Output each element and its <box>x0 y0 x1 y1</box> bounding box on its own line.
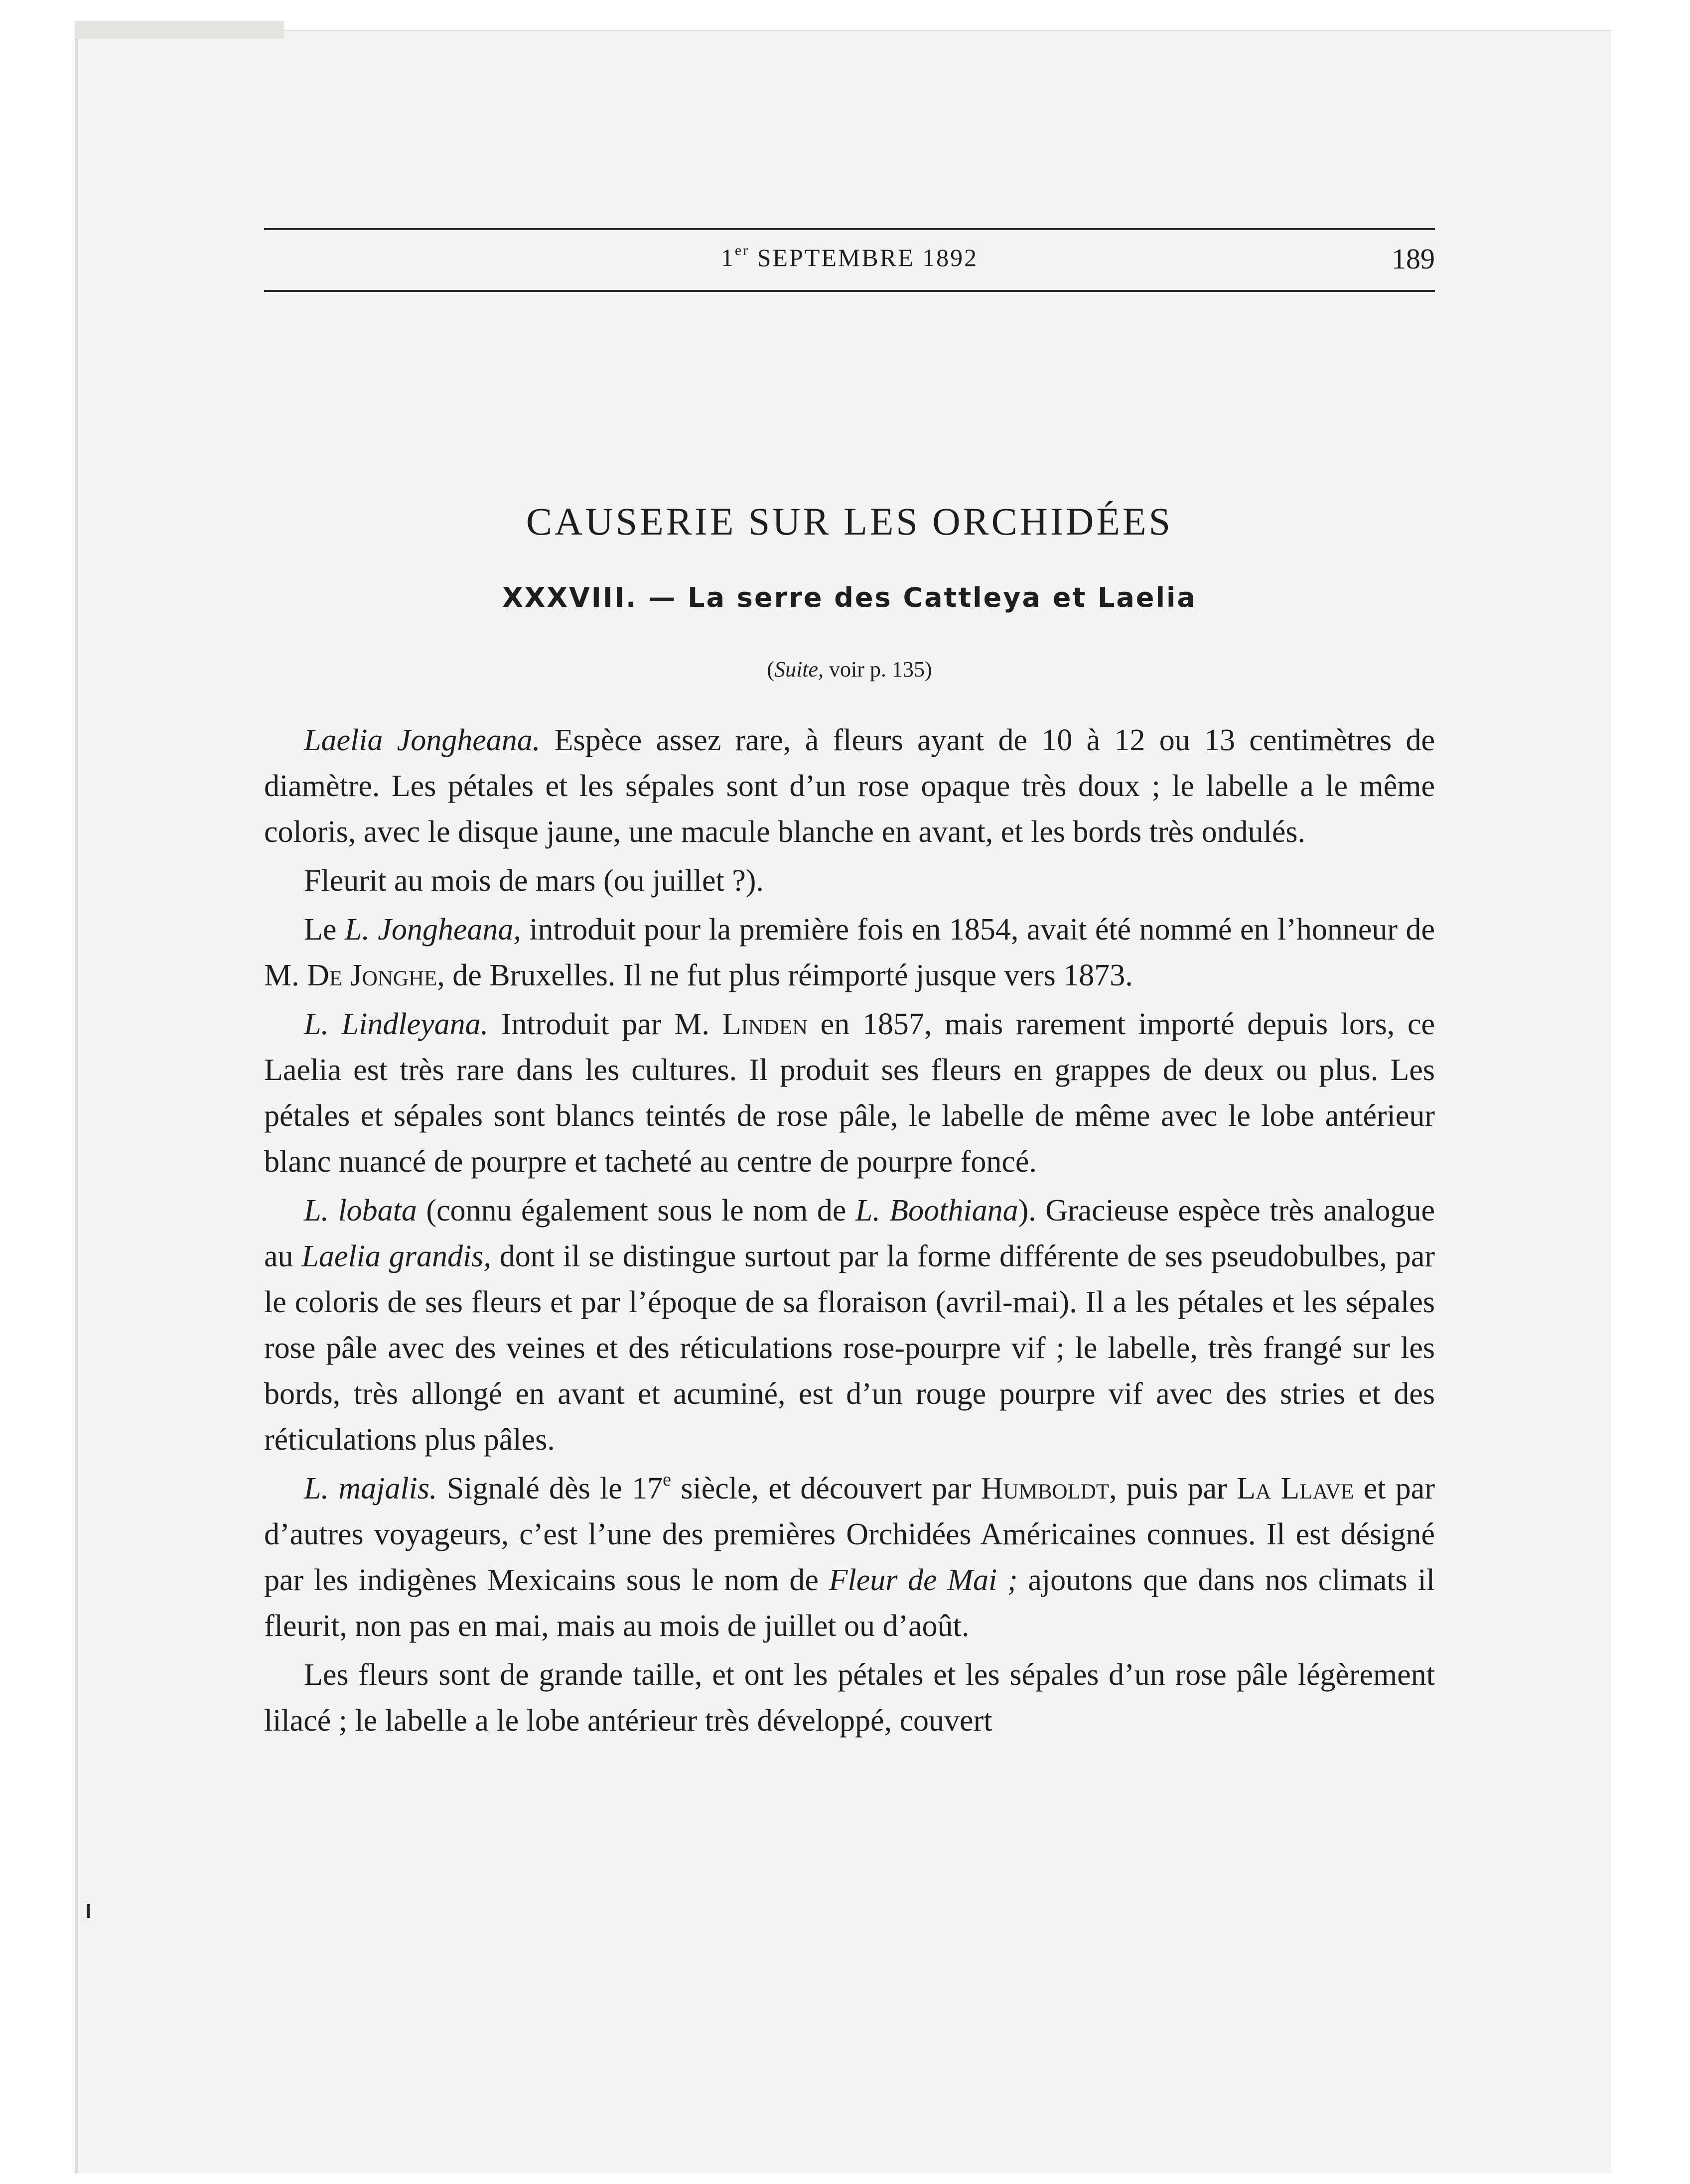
text-run: Linden <box>722 1007 808 1041</box>
page-edge <box>75 21 284 39</box>
body-paragraph <box>264 1188 1435 1463</box>
body-paragraph <box>264 858 1435 904</box>
text-run: dont il se distingue surtout par la forme différente de ses pseudobulbes, par le coloris de ses fleurs et par l’époque de sa floraison (avril-mai). Il a les pétales et les sépales rose pâle avec des veines et des réticulations rose-pourpre vif ; le labelle, très frangé sur les bords, très allongé en avant et acuminé, est d’un rouge pourpre vif avec des stries et des réticulations plus pâles. <box>264 1239 1435 1457</box>
article-body <box>264 717 1435 1747</box>
text-run: introduit pour la première fois en 1854, avait été nommé en l’honneur de M. <box>264 913 1435 992</box>
text-run: et par d’autres voyageurs, c’est l’une des premières Orchidées Américaines connues. Il est désigné par les indigènes Mexicains sous le nom de <box>264 1472 1435 1597</box>
text-run: L. lobata <box>304 1194 417 1228</box>
date-ordinal: er <box>734 242 750 259</box>
header-rule-bottom <box>264 290 1435 292</box>
text-run: La Llave <box>1237 1472 1354 1505</box>
text-run: Introduit par M. <box>488 1007 722 1041</box>
text-run: Signalé dès le 17 <box>437 1472 663 1505</box>
text-run: L. Lindleyana. <box>304 1007 489 1041</box>
running-head <box>264 242 1435 282</box>
text-run: , puis par <box>1109 1472 1237 1505</box>
body-paragraph <box>264 1001 1435 1185</box>
page-number: 189 <box>1392 243 1435 275</box>
continuation-rest: voir p. 135) <box>824 657 932 682</box>
article-title: CAUSERIE SUR LES ORCHIDÉES <box>526 500 1173 543</box>
text-run: Les fleurs sont de grande taille, et ont les pétales et les sépales d’un rose pâle légèrement lilacé ; le labelle a le lobe antérieur très développé, couvert <box>264 1658 1435 1738</box>
article-subtitle: XXXVIII. — La serre des Cattleya et Laelia <box>502 582 1197 613</box>
body-paragraph <box>264 1652 1435 1744</box>
text-run: De Jonghe <box>307 958 437 992</box>
text-run: Fleurit au mois de mars (ou juillet ?). <box>304 864 764 898</box>
continuation-italic: Suite, <box>774 657 824 682</box>
text-run: (connu également sous le nom de <box>417 1194 855 1228</box>
text-run: e <box>663 1469 672 1490</box>
continuation-note <box>264 657 1435 682</box>
text-run: Laelia grandis, <box>301 1239 491 1273</box>
text-run: L. majalis. <box>304 1472 437 1505</box>
continuation-open: ( <box>767 657 775 682</box>
text-run: Laelia Jongheana. <box>304 723 541 757</box>
text-run: Fleur de Mai ; <box>829 1563 1018 1597</box>
body-paragraph <box>264 907 1435 998</box>
text-run: L. Boothiana <box>855 1194 1018 1228</box>
text-run: Humboldt <box>981 1472 1110 1505</box>
text-run: siècle, et découvert par <box>671 1472 981 1505</box>
text-run: L. Jongheana, <box>344 913 521 947</box>
text-run: Espèce assez rare, à fleurs ayant de 10 à 12 ou 13 centimètres de diamètre. Les pétales et les sépales sont d’un rose opaque très doux ; le labelle a le même coloris, avec le disque jaune, une macule blanche en avant, et les bords très ondulés. <box>264 723 1435 849</box>
text-run: ). Gracieuse espèce très analogue au <box>264 1194 1435 1273</box>
text-run: , de Bruxelles. Il ne fut plus réimporté jusque vers 1873. <box>437 958 1133 992</box>
text-run: ajoutons que dans nos climats il fleurit, non pas en mai, mais au mois de juillet ou d’août. <box>264 1563 1435 1643</box>
date-day: 1 <box>720 244 735 272</box>
text-run: Le <box>304 913 345 947</box>
text-run: en 1857, mais rarement importé depuis lors, ce Laelia est très rare dans les cultures. Il produit ses fleurs en grappes de deux ou plus. Les pétales et sépales sont blancs teintés de rose pâle, le labelle de même avec le lobe antérieur blanc nuancé de pourpre et tacheté au centre de pourpre foncé. <box>264 1007 1435 1179</box>
body-paragraph <box>264 1466 1435 1649</box>
date-text: SEPTEMBRE 1892 <box>757 244 979 272</box>
header-rule-top <box>264 228 1435 230</box>
body-paragraph <box>264 717 1435 855</box>
margin-mark <box>87 1904 90 1918</box>
running-date <box>264 242 1435 272</box>
